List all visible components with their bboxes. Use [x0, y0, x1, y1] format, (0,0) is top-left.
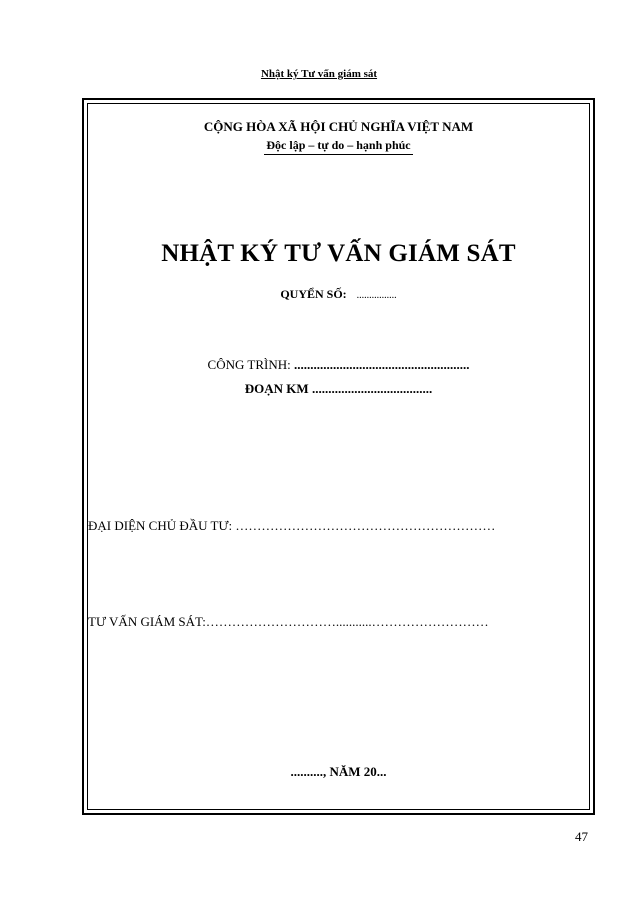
project-line — [87, 357, 590, 373]
book-number-label: QUYỂN SỐ: — [280, 287, 347, 301]
place-year-line: .........., NĂM 20... — [290, 764, 387, 779]
running-header: Nhật ký Tư vấn giám sát — [260, 68, 378, 80]
national-motto — [87, 138, 590, 153]
owner-blank: …………………………………………………… — [235, 518, 496, 533]
consultant-label: TƯ VẤN GIÁM SÁT: — [88, 614, 206, 629]
cover-frame-inner — [87, 103, 590, 810]
project-blank: ...................................................... — [293, 357, 470, 372]
consultant-line — [88, 614, 489, 630]
owner-representative-line — [88, 518, 495, 534]
book-number-line — [87, 287, 590, 302]
document-title: NHẬT KÝ TƯ VẤN GIÁM SÁT — [161, 240, 516, 267]
book-number-blank: ................ — [356, 290, 397, 301]
section-line — [87, 381, 590, 397]
republic-name: CỘNG HÒA XÃ HỘI CHỦ NGHĨA VIỆT NAM — [203, 119, 474, 134]
section-label: ĐOẠN KM — [244, 381, 309, 396]
section-blank: ..................................... — [311, 381, 433, 396]
owner-label: ĐẠI DIỆN CHỦ ĐẦU TƯ: — [88, 518, 233, 533]
page-number: 47 — [575, 829, 588, 844]
project-label: CÔNG TRÌNH: — [207, 357, 291, 372]
consultant-blank: …………………………...........……………………… — [205, 614, 489, 629]
motto-text: Độc lập – tự do – hạnh phúc — [264, 138, 412, 155]
